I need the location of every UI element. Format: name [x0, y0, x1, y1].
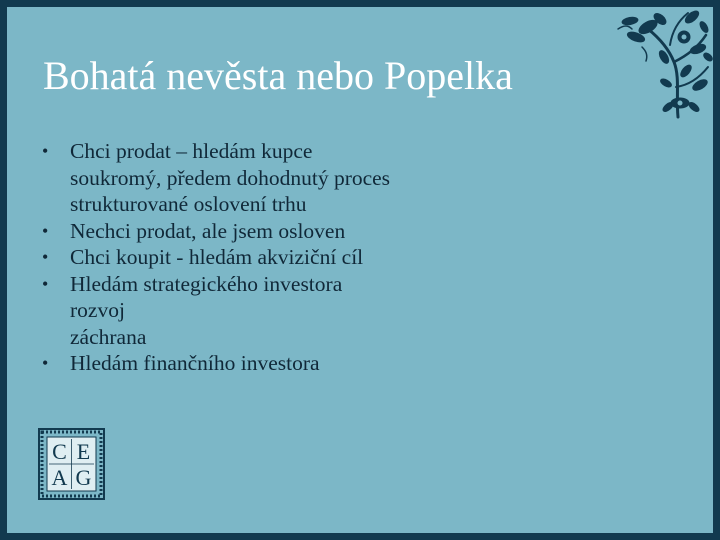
- sub-item: záchrana: [70, 324, 147, 349]
- sub-item: soukromý, předem dohodnutý proces: [70, 165, 391, 190]
- sub-item: rozvoj: [70, 298, 125, 322]
- logo-letter: G: [75, 465, 92, 490]
- bullet-item: [40, 271, 390, 351]
- bullet-marker: •: [42, 353, 49, 373]
- bullet-text: Hledám strategického investora: [70, 271, 343, 296]
- slide-title: Bohatá nevěsta nebo Popelka: [43, 53, 513, 98]
- logo-letter: E: [76, 439, 91, 464]
- bullet-text: Chci prodat – hledám kupce: [70, 139, 313, 163]
- bullet-marker: •: [42, 247, 49, 267]
- logo-letter: C: [52, 439, 67, 464]
- bullet-marker: •: [42, 141, 49, 161]
- bullet-text: Hledám finančního investora: [70, 351, 320, 375]
- bullet-text: Chci koupit - hledám akviziční cíl: [70, 245, 364, 269]
- bullet-marker: •: [42, 273, 49, 294]
- bullet-item: [40, 350, 390, 377]
- bullet-item: [40, 138, 390, 218]
- logo-letter: A: [51, 465, 68, 490]
- bullet-marker: •: [42, 220, 49, 241]
- bullet-item: [40, 244, 390, 271]
- bullet-text: Nechci prodat, ale jsem osloven: [70, 218, 346, 243]
- bullet-item: [40, 218, 390, 245]
- floral-ornament-icon: [608, 7, 713, 122]
- ceag-logo-icon: [38, 428, 105, 500]
- bullet-list: [40, 138, 390, 377]
- sub-item: strukturované oslovení trhu: [70, 192, 307, 216]
